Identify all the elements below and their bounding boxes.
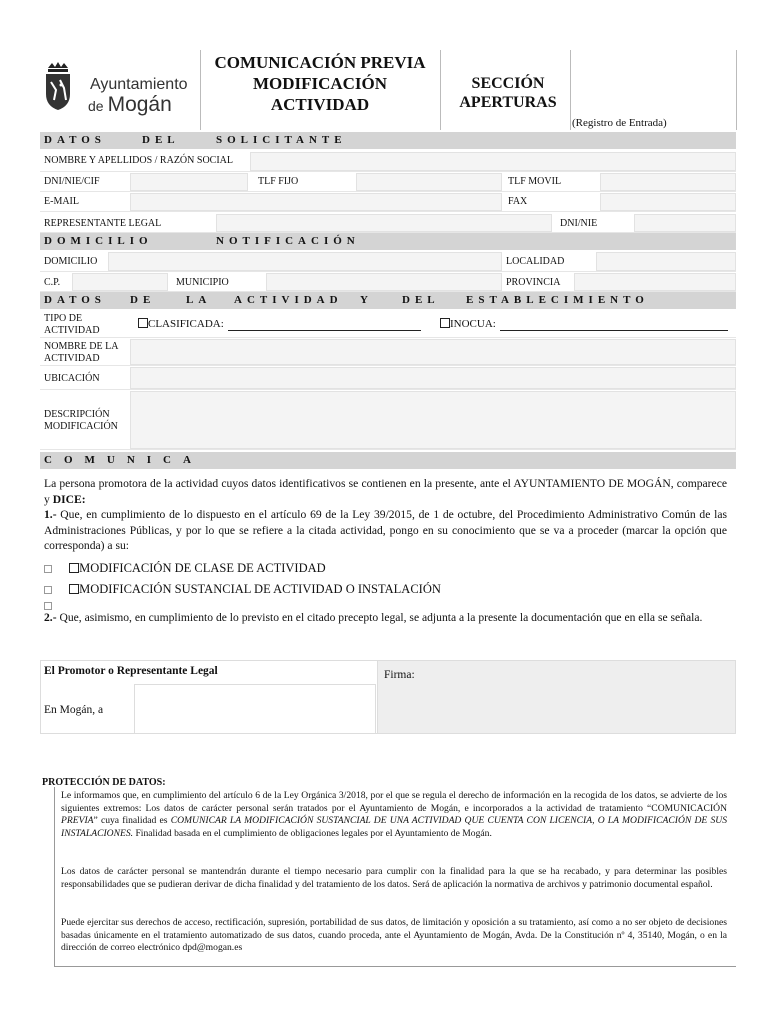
firma-label: Firma: (384, 669, 415, 681)
option-sustancial-checkbox[interactable] (69, 584, 79, 594)
bar-word: ACTIVIDAD (234, 294, 343, 306)
logo-de: de (88, 98, 104, 114)
domicilio-input[interactable] (108, 252, 502, 271)
form-title-line-1: COMUNICACIÓN PREVIA (214, 53, 426, 72)
proteccion-p1-italic: COMUNICAR LA MODIFICACIÓN SUSTANCIAL DE UNA ACTIVIDAD QUE CUENTA CON LICENCIA, O LA MODIFICACIÓN DE SUS INSTALACIONES. (61, 815, 727, 839)
registro-entrada: (Registro de Entrada) (572, 117, 667, 129)
tlf-fijo-label: TLF FIJO (258, 176, 299, 187)
actividad-bar (40, 292, 736, 309)
proteccion-p1 (61, 790, 727, 840)
proteccion-title: PROTECCIÓN DE DATOS: (42, 777, 166, 788)
proteccion-p3: Puede ejercitar sus derechos de acceso, rectificación, supresión, portabilidad de sus datos, de limitación y oposición a su tratamiento, así como a no ser objeto de decisiones basadas únicamente en el tratamiento automatizado de sus datos, cuando proceda, ante el Ayuntamiento de Mogán, Avda. De la Constitución nº 4, 35140, Mogán, o en la dirección de correo electrónico dpd@mogan.es (61, 917, 727, 954)
fecha-input[interactable] (134, 684, 376, 734)
form-title-line-2: MODIFICACIÓN (252, 74, 388, 93)
bar-word: DEL (142, 134, 180, 146)
option-sustancial-label: MODIFICACIÓN SUSTANCIAL DE ACTIVIDAD O INSTALACIÓN (79, 582, 441, 596)
form-title-line-3: ACTIVIDAD (270, 95, 370, 114)
p2-number: 2.- (44, 611, 57, 624)
header-divider-4 (736, 50, 737, 130)
intro-text: La persona promotora de la actividad cuyos datos identificativos se contienen en la presente, ante el AYUNTAMIENTO DE MOGÁN, comparece y (44, 477, 727, 506)
fax-input[interactable] (600, 193, 736, 211)
municipio-label: MUNICIPIO (176, 277, 229, 288)
dni-label: DNI/NIE/CIF (44, 176, 100, 187)
firma-input[interactable] (377, 660, 736, 734)
solicitante-bar (40, 132, 736, 149)
dni-nie-input[interactable] (634, 214, 736, 232)
localidad-input[interactable] (596, 252, 736, 271)
promotor-label: El Promotor o Representante Legal (44, 665, 218, 677)
coat-of-arms-icon (40, 60, 76, 120)
tlf-movil-input[interactable] (600, 173, 736, 191)
inocua-option[interactable] (440, 318, 496, 330)
logo-line-2 (88, 93, 172, 117)
cp-input[interactable] (72, 273, 168, 291)
option-sustancial-small-checkbox[interactable] (44, 586, 52, 594)
option-clase[interactable] (44, 561, 326, 576)
dni-input[interactable] (130, 173, 248, 191)
bar-word: DEL (402, 294, 440, 306)
bar-word: DE (130, 294, 156, 306)
clasificada-label: CLASIFICADA: (148, 318, 224, 330)
descripcion-label (44, 409, 118, 433)
comunica-bar (40, 452, 736, 469)
nombre-label: NOMBRE Y APELLIDOS / RAZÓN SOCIAL (44, 155, 233, 166)
option-extra-checkbox[interactable] (44, 602, 52, 610)
tlf-fijo-input[interactable] (356, 173, 502, 191)
inocua-checkbox[interactable] (440, 318, 450, 328)
inocua-label: INOCUA: (450, 318, 496, 330)
bar-word: DOMICILIO (44, 235, 153, 247)
header-divider-3 (570, 50, 571, 130)
tipo-label-line-1: TIPO DE (44, 313, 83, 324)
nombre-actividad-line-1: NOMBRE DE LA (44, 341, 119, 352)
p1-text: Que, en cumplimiento de lo dispuesto en el artículo 69 de la Ley 39/2015, de 1 de octubre, del Procedimiento Administrativo Común de las Administraciones Públicas, y por lo que se refiere a la citada actividad, pongo en su conocimiento que se va a proceder (marcar la opción que corresponda) a su: (44, 508, 727, 552)
section-line-1: SECCIÓN (471, 75, 545, 92)
clasificada-line[interactable] (228, 330, 421, 331)
nombre-input[interactable] (250, 152, 736, 171)
option-clase-checkbox[interactable] (69, 563, 79, 573)
inocua-line[interactable] (500, 330, 728, 331)
provincia-label: PROVINCIA (506, 277, 561, 288)
option-clase-small-checkbox[interactable] (44, 565, 52, 573)
domicilio-label: DOMICILIO (44, 256, 98, 267)
descripcion-input[interactable] (130, 391, 736, 449)
section-title (448, 74, 568, 112)
descripcion-line-1: DESCRIPCIÓN (44, 409, 110, 420)
bar-word: Y (360, 294, 373, 306)
nombre-actividad-input[interactable] (130, 339, 736, 365)
en-mogan-label: En Mogán, a (44, 704, 104, 716)
bar-word: DATOS (44, 294, 106, 306)
p2-text: Que, asimismo, en cumplimiento de lo previsto en el citado precepto legal, se adjunta a la presente la documentación que en ella se señala. (56, 611, 703, 624)
representante-label: REPRESENTANTE LEGAL (44, 218, 162, 229)
nombre-actividad-line-2: ACTIVIDAD (44, 353, 100, 364)
proteccion-p1-previa: PREVIA (61, 815, 94, 827)
proteccion-p2: Los datos de carácter personal se mantendrán durante el tiempo necesario para cumplir con la finalidad para la que se ha recabado, y para determinar las posibles responsabilidades que se pudieran derivar de dicha finalidad y del tratamiento de los datos. Será de aplicación la normativa de archivos y patrimonio documental español. (61, 866, 727, 890)
nombre-actividad-label (44, 341, 118, 365)
dice-label: DICE: (52, 492, 86, 506)
fax-label: FAX (508, 196, 528, 207)
header-divider-2 (440, 50, 441, 130)
localidad-label: LOCALIDAD (506, 256, 565, 267)
dni-nie-label: DNI/NIE (560, 218, 598, 229)
tlf-movil-label: TLF MOVIL (508, 176, 562, 187)
bar-word: SOLICITANTE (216, 134, 347, 146)
proteccion-p1-a: Le informamos que, en cumplimiento del artículo 6 de la Ley Orgánica 3/2018, por el que se regula el derecho de información en la recogida de los datos, se advierte de los siguientes extremos: Los datos de carácter personal serán tratados por el Ayuntamiento de Mogán, e incorporados a la actividad de tratamiento “COMUNICACIÓN (61, 790, 727, 814)
form-title (200, 52, 440, 115)
proteccion-p1-b: ” cuya finalidad es (93, 815, 171, 827)
tipo-label (44, 313, 100, 337)
representante-input[interactable] (216, 214, 552, 232)
clasificada-checkbox[interactable] (138, 318, 148, 328)
email-label: E-MAIL (44, 196, 79, 207)
email-input[interactable] (130, 193, 502, 211)
provincia-input[interactable] (574, 273, 736, 291)
descripcion-line-2: MODIFICACIÓN (44, 421, 118, 432)
bar-word: NOTIFICACIÓN (216, 235, 360, 247)
bar-word: DATOS (44, 134, 106, 146)
bar-word: COMUNICA (44, 454, 203, 466)
domicilio-bar (40, 233, 736, 250)
ayuntamiento-logo (40, 60, 200, 122)
bar-word: LA (186, 294, 212, 306)
option-sustancial[interactable] (44, 582, 441, 597)
option-clase-label: MODIFICACIÓN DE CLASE DE ACTIVIDAD (79, 561, 326, 575)
clasificada-option[interactable] (138, 318, 224, 330)
ubicacion-input[interactable] (130, 367, 736, 389)
p1-number: 1.- (44, 508, 57, 521)
comunica-p2 (44, 610, 727, 626)
logo-mogan: Mogán (107, 93, 172, 116)
section-line-2: APERTURAS (459, 94, 557, 111)
municipio-input[interactable] (266, 273, 502, 291)
proteccion-p1-c: Finalidad basada en el cumplimiento de obligaciones legales por el Ayuntamiento de Mogán. (133, 827, 492, 839)
cp-label: C.P. (44, 277, 61, 288)
comunica-intro (44, 476, 727, 554)
tipo-label-line-2: ACTIVIDAD (44, 325, 100, 336)
ubicacion-label: UBICACIÓN (44, 373, 100, 384)
logo-line-1: Ayuntamiento (90, 76, 188, 93)
bar-word: ESTABLECIMIENTO (466, 294, 649, 306)
